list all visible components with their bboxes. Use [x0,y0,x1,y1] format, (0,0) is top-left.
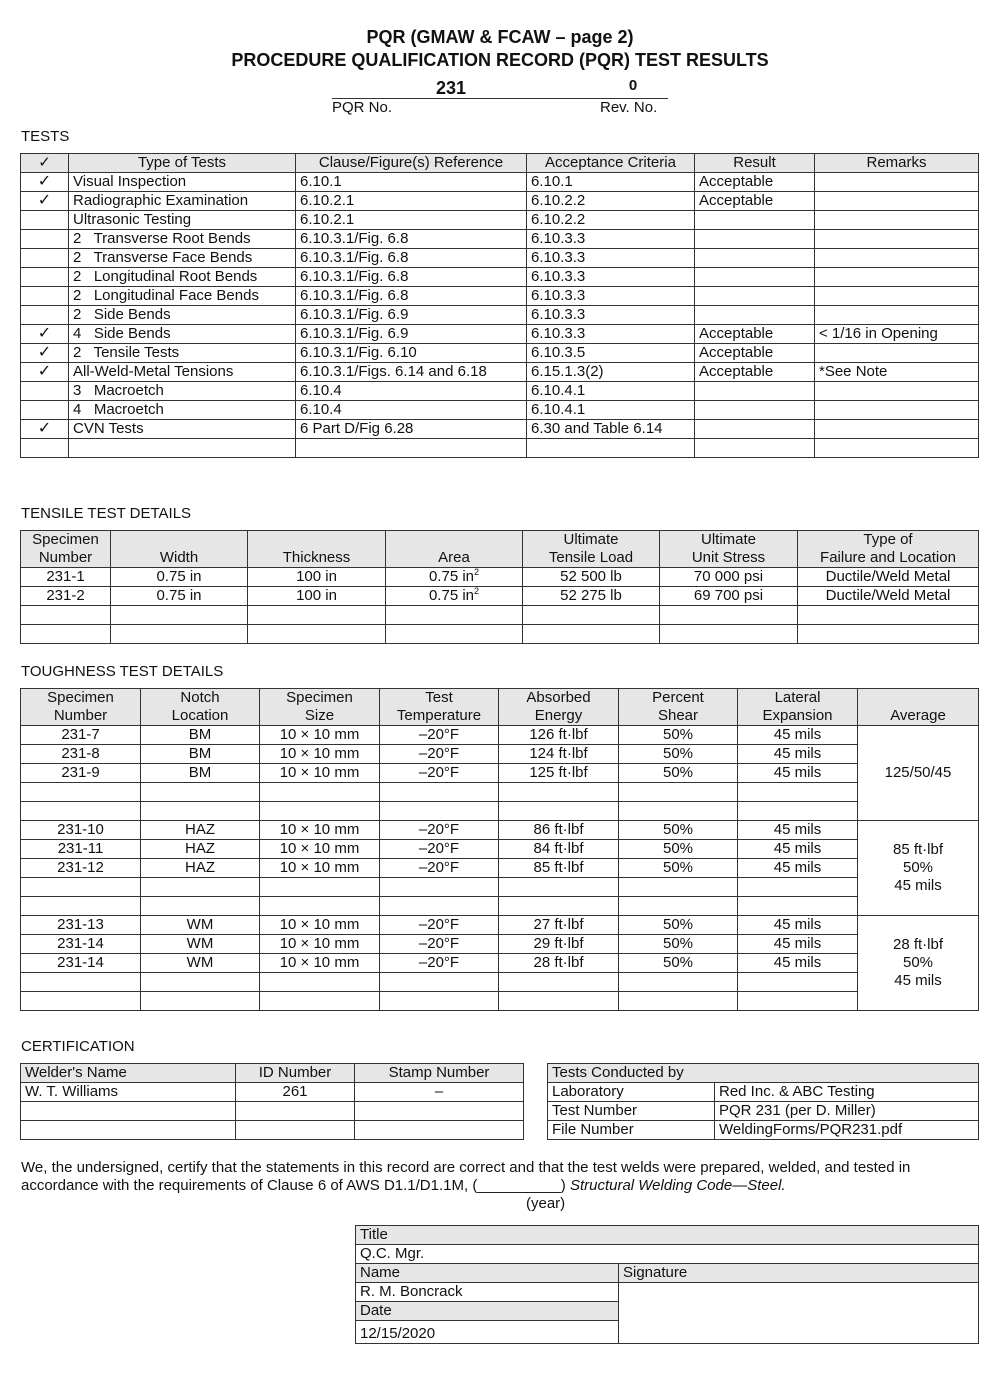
tests-section-label: TESTS [21,128,70,145]
tough-notch: BM [141,745,260,764]
tests-row-ref: 6 Part D/Fig 6.28 [296,420,527,439]
tests-col-criteria: Acceptance Criteria [527,154,695,173]
tough-temp: –20°F [380,916,499,935]
tough-size: 10 × 10 mm [260,916,380,935]
tensile-stress: 70 000 psi [660,568,798,587]
tests-row-criteria: 6.10.3.3 [527,325,695,344]
tests-row-remarks [815,268,979,287]
welder-blank-row [21,1121,524,1140]
tough-shear: 50% [619,745,738,764]
tests-row [21,363,979,382]
tensile-area: 0.75 $in^2$ [386,568,523,587]
tests-row-check: ✓ [21,344,69,363]
tests-row-check: ✓ [21,363,69,382]
tests-row-ref: 6.10.3.1/Fig. 6.9 [296,325,527,344]
form-title: PQR (GMAW & FCAW – page 2) [366,27,634,47]
tough-size: 10 × 10 mm [260,745,380,764]
tensile-load: 52 500 lb [523,568,660,587]
date-value: 12/15/2020 [356,1321,619,1344]
toughness-row [21,859,979,878]
tough-energy: 126 ft·lbf [499,726,619,745]
tests-col-check: ✓ [21,154,69,173]
tough-specimen: 231-11 [21,840,141,859]
tests-row-ref: 6.10.3.1/Figs. 6.14 and 6.18 [296,363,527,382]
tests-row-remarks [815,192,979,211]
tough-lateral: 45 mils [738,916,858,935]
signature-box [619,1283,979,1344]
tensile-thickness: 100 in [248,568,386,587]
welder-id: 261 [236,1083,355,1102]
conducted-by-label: Tests Conducted by [548,1064,979,1083]
tough-energy: 85 ft·lbf [499,859,619,878]
conducted-by-table [547,1063,979,1140]
tough-temp: –20°F [380,726,499,745]
tough-lateral: 45 mils [738,859,858,878]
tensile-specimen: 231-2 [21,587,111,606]
file-number-label: File Number [548,1121,715,1140]
tests-row-remarks [815,249,979,268]
toughness-blank-row [21,973,979,992]
tests-row-result [695,382,815,401]
tensile-col-thickness: Thickness [248,531,386,568]
toughness-blank-row [21,783,979,802]
tough-temp: –20°F [380,954,499,973]
tests-row-result [695,230,815,249]
tough-notch: WM [141,954,260,973]
tough-energy: 84 ft·lbf [499,840,619,859]
tests-row-criteria: 6.10.3.3 [527,249,695,268]
tests-row-ref: 6.10.3.1/Fig. 6.8 [296,230,527,249]
conducted-row-test [548,1102,979,1121]
form-subtitle: PROCEDURE QUALIFICATION RECORD (PQR) TEST RESULTS [231,50,769,70]
tests-row-type: Radiographic Examination [69,192,296,211]
tests-row-criteria: 6.10.3.3 [527,268,695,287]
tests-row-criteria: 6.10.2.2 [527,192,695,211]
tests-row-result [695,287,815,306]
tests-row-criteria: 6.10.1 [527,173,695,192]
tests-row-type: 4 Side Bends [69,325,296,344]
tests-row [21,287,979,306]
tough-size: 10 × 10 mm [260,954,380,973]
toughness-row [21,840,979,859]
tests-row [21,173,979,192]
tough-col-average: Average [858,689,979,726]
tough-lateral: 45 mils [738,935,858,954]
conducted-header-row [548,1064,979,1083]
tests-row-type: 2 Transverse Face Bends [69,249,296,268]
tests-row-check [21,230,69,249]
tests-row-type: 4 Macroetch [69,401,296,420]
name-value: R. M. Boncrack [356,1283,619,1302]
tough-shear: 50% [619,840,738,859]
tough-lateral: 45 mils [738,821,858,840]
tests-row-check [21,287,69,306]
tests-row-remarks [815,382,979,401]
tests-row-ref: 6.10.3.1/Fig. 6.10 [296,344,527,363]
tensile-stress: 69 700 psi [660,587,798,606]
tests-row [21,420,979,439]
tough-shear: 50% [619,935,738,954]
tests-row-ref: 6.10.2.1 [296,192,527,211]
tough-average: 85 ft·lbf 50% 45 mils [858,821,979,916]
area-superscript: 2 [474,567,480,577]
tensile-load: 52 275 lb [523,587,660,606]
year-blank: __________ [477,1177,561,1194]
tough-lateral: 45 mils [738,726,858,745]
tough-col-notch: Notch Location [141,689,260,726]
tests-row-check [21,211,69,230]
toughness-blank-row [21,897,979,916]
toughness-row [21,745,979,764]
area-superscript: 2 [474,586,480,596]
tests-row-type: CVN Tests [69,420,296,439]
tensile-failure: Ductile/Weld Metal [798,568,979,587]
tests-row-remarks [815,306,979,325]
tests-col-type: Type of Tests [69,154,296,173]
signature-label: Signature [619,1264,979,1283]
tests-row-remarks: *See Note [815,363,979,382]
tests-row-check: ✓ [21,173,69,192]
tough-col-shear: Percent Shear [619,689,738,726]
tensile-failure: Ductile/Weld Metal [798,587,979,606]
tests-row-remarks [815,230,979,249]
tests-row-criteria: 6.10.3.3 [527,230,695,249]
tests-row-check: ✓ [21,325,69,344]
tough-average: 125/50/45 [858,726,979,821]
toughness-row [21,821,979,840]
tests-row-type: Ultrasonic Testing [69,211,296,230]
tests-row [21,192,979,211]
tough-specimen: 231-8 [21,745,141,764]
tough-energy: 29 ft·lbf [499,935,619,954]
tough-specimen: 231-14 [21,935,141,954]
tests-row-remarks [815,401,979,420]
tests-row-result [695,211,815,230]
toughness-row [21,764,979,783]
tough-notch: WM [141,935,260,954]
tests-row [21,211,979,230]
toughness-blank-row [21,992,979,1011]
toughness-row [21,954,979,973]
tests-row-criteria: 6.10.2.2 [527,211,695,230]
tough-specimen: 231-13 [21,916,141,935]
tests-row-ref: 6.10.1 [296,173,527,192]
tests-row-type: 2 Side Bends [69,306,296,325]
tests-row-ref: 6.10.3.1/Fig. 6.8 [296,268,527,287]
toughness-blank-row [21,878,979,897]
tests-row [21,382,979,401]
tests-row-result: Acceptable [695,344,815,363]
tough-energy: 27 ft·lbf [499,916,619,935]
tough-col-lateral: Lateral Expansion [738,689,858,726]
tensile-width: 0.75 in [111,568,248,587]
toughness-blank-row [21,802,979,821]
tough-lateral: 45 mils [738,954,858,973]
tests-row-criteria: 6.10.3.3 [527,287,695,306]
tough-energy: 125 ft·lbf [499,764,619,783]
tensile-specimen: 231-1 [21,568,111,587]
welder-name: W. T. Williams [21,1083,236,1102]
tests-row-result [695,249,815,268]
tough-specimen: 231-7 [21,726,141,745]
tests-col-remarks: Remarks [815,154,979,173]
certification-section-label: CERTIFICATION [21,1038,135,1055]
tough-temp: –20°F [380,764,499,783]
tests-row-type: 2 Longitudinal Face Bends [69,287,296,306]
tests-row-remarks [815,344,979,363]
tough-notch: HAZ [141,840,260,859]
tough-lateral: 45 mils [738,745,858,764]
tensile-thickness: 100 in [248,587,386,606]
tests-row [21,344,979,363]
welder-row [21,1083,524,1102]
tough-shear: 50% [619,916,738,935]
tensile-col-stress: Ultimate Unit Stress [660,531,798,568]
tests-header-row [21,154,979,173]
tests-row-check [21,401,69,420]
tensile-width: 0.75 in [111,587,248,606]
pqr-no-label: PQR No. [332,99,393,116]
tests-row [21,325,979,344]
toughness-row [21,935,979,954]
tough-notch: HAZ [141,821,260,840]
tensile-blank-row [21,606,979,625]
tough-shear: 50% [619,821,738,840]
conducted-row-lab [548,1083,979,1102]
tests-blank-row [21,439,979,458]
tests-row-result [695,306,815,325]
tough-specimen: 231-14 [21,954,141,973]
tough-col-temp: Test Temperature [380,689,499,726]
conducted-row-file [548,1121,979,1140]
tough-shear: 50% [619,954,738,973]
tests-row-result [695,420,815,439]
tests-row [21,306,979,325]
toughness-header-row [21,689,979,726]
year-label: (year) [526,1195,566,1212]
tough-temp: –20°F [380,935,499,954]
tough-size: 10 × 10 mm [260,859,380,878]
tests-row-remarks [815,420,979,439]
tough-notch: HAZ [141,859,260,878]
tough-col-specimen: Specimen Number [21,689,141,726]
lab-label: Laboratory [548,1083,715,1102]
tensile-row [21,587,979,606]
tests-row [21,249,979,268]
tough-size: 10 × 10 mm [260,764,380,783]
tests-row-criteria: 6.10.3.3 [527,306,695,325]
certification-statement-line2: accordance with the requirements of Clause 6 of AWS D1.1/D1.1M, (__________) Structural Welding Code—Steel. [21,1177,786,1194]
tests-row-remarks [815,287,979,306]
signature-table [355,1225,979,1344]
tensile-col-specimen: Specimen Number [21,531,111,568]
tough-specimen: 231-12 [21,859,141,878]
tough-energy: 124 ft·lbf [499,745,619,764]
tensile-col-failure: Type of Failure and Location [798,531,979,568]
tough-lateral: 45 mils [738,764,858,783]
tests-row-ref: 6.10.4 [296,401,527,420]
lab-value: Red Inc. & ABC Testing [715,1083,979,1102]
tests-col-ref: Clause/Figure(s) Reference [296,154,527,173]
tests-row-check [21,249,69,268]
tests-row-type: 2 Tensile Tests [69,344,296,363]
welder-col-name: Welder's Name [21,1064,236,1083]
tests-row-ref: 6.10.3.1/Fig. 6.8 [296,287,527,306]
tests-row-check: ✓ [21,420,69,439]
tough-specimen: 231-9 [21,764,141,783]
tensile-area: 0.75 $in^2$ [386,587,523,606]
tough-average: 28 ft·lbf 50% 45 mils [858,916,979,1011]
tests-row-result [695,268,815,287]
tests-row-ref: 6.10.4 [296,382,527,401]
tough-col-energy: Absorbed Energy [499,689,619,726]
tensile-blank-row [21,625,979,644]
tensile-table [20,530,979,644]
tests-row-result: Acceptable [695,173,815,192]
rev-no-label: Rev. No. [600,99,658,116]
tensile-col-load: Ultimate Tensile Load [523,531,660,568]
tough-notch: WM [141,916,260,935]
tests-row-criteria: 6.30 and Table 6.14 [527,420,695,439]
tests-row-result: Acceptable [695,325,815,344]
tests-row-check: ✓ [21,192,69,211]
tough-size: 10 × 10 mm [260,726,380,745]
tests-row-result: Acceptable [695,192,815,211]
toughness-row [21,916,979,935]
tensile-col-area: Area [386,531,523,568]
tests-row-type: 2 Longitudinal Root Bends [69,268,296,287]
tests-row-type: 2 Transverse Root Bends [69,230,296,249]
tough-shear: 50% [619,726,738,745]
toughness-table [20,688,979,1011]
tough-energy: 86 ft·lbf [499,821,619,840]
tests-row-remarks: < 1/16 in Opening [815,325,979,344]
tests-row-remarks [815,211,979,230]
tensile-col-width: Width [111,531,248,568]
file-number-value: WeldingForms/PQR231.pdf [715,1121,979,1140]
tests-row-check [21,268,69,287]
tough-size: 10 × 10 mm [260,840,380,859]
tough-col-size: Specimen Size [260,689,380,726]
tests-row-ref: 6.10.3.1/Fig. 6.9 [296,306,527,325]
code-title: Structural Welding Code—Steel. [569,1177,786,1194]
tests-row [21,401,979,420]
tests-row-criteria: 6.10.3.5 [527,344,695,363]
tests-row-remarks [815,173,979,192]
tough-temp: –20°F [380,745,499,764]
tests-row-check [21,306,69,325]
tensile-header-row [21,531,979,568]
welder-col-id: ID Number [236,1064,355,1083]
tough-temp: –20°F [380,840,499,859]
date-label: Date [356,1302,619,1321]
tough-notch: BM [141,764,260,783]
welder-stamp: – [355,1083,524,1102]
tough-specimen: 231-10 [21,821,141,840]
toughness-row [21,726,979,745]
test-number-value: PQR 231 (per D. Miller) [715,1102,979,1121]
tests-row-check [21,382,69,401]
tough-notch: BM [141,726,260,745]
tests-row-ref: 6.10.3.1/Fig. 6.8 [296,249,527,268]
tough-shear: 50% [619,859,738,878]
toughness-section-label: TOUGHNESS TEST DETAILS [21,663,224,680]
test-number-label: Test Number [548,1102,715,1121]
tests-row-criteria: 6.10.4.1 [527,382,695,401]
tests-row-result: Acceptable [695,363,815,382]
tests-col-result: Result [695,154,815,173]
tensile-section-label: TENSILE TEST DETAILS [21,505,192,522]
tough-temp: –20°F [380,821,499,840]
title-label: Title [356,1226,979,1245]
tests-row-type: 3 Macroetch [69,382,296,401]
welder-header-row [21,1064,524,1083]
tests-table [20,153,979,458]
tough-temp: –20°F [380,859,499,878]
tests-row-type: All-Weld-Metal Tensions [69,363,296,382]
pqr-number: 231 [436,78,467,98]
welder-table [20,1063,524,1140]
tests-row-type: Visual Inspection [69,173,296,192]
tests-row [21,268,979,287]
tests-row-criteria: 6.10.4.1 [527,401,695,420]
name-label: Name [356,1264,619,1283]
tests-row-ref: 6.10.2.1 [296,211,527,230]
tests-row-criteria: 6.15.1.3(2) [527,363,695,382]
tough-size: 10 × 10 mm [260,935,380,954]
tough-lateral: 45 mils [738,840,858,859]
welder-blank-row [21,1102,524,1121]
tests-row [21,230,979,249]
tough-energy: 28 ft·lbf [499,954,619,973]
rev-number: 0 [628,77,638,94]
certification-statement-line1: We, the undersigned, certify that the statements in this record are correct and that the test welds were prepared, welded, and tested in [21,1159,911,1176]
tests-row-result [695,401,815,420]
welder-col-stamp: Stamp Number [355,1064,524,1083]
tough-size: 10 × 10 mm [260,821,380,840]
tough-shear: 50% [619,764,738,783]
title-value: Q.C. Mgr. [356,1245,979,1264]
tensile-row [21,568,979,587]
